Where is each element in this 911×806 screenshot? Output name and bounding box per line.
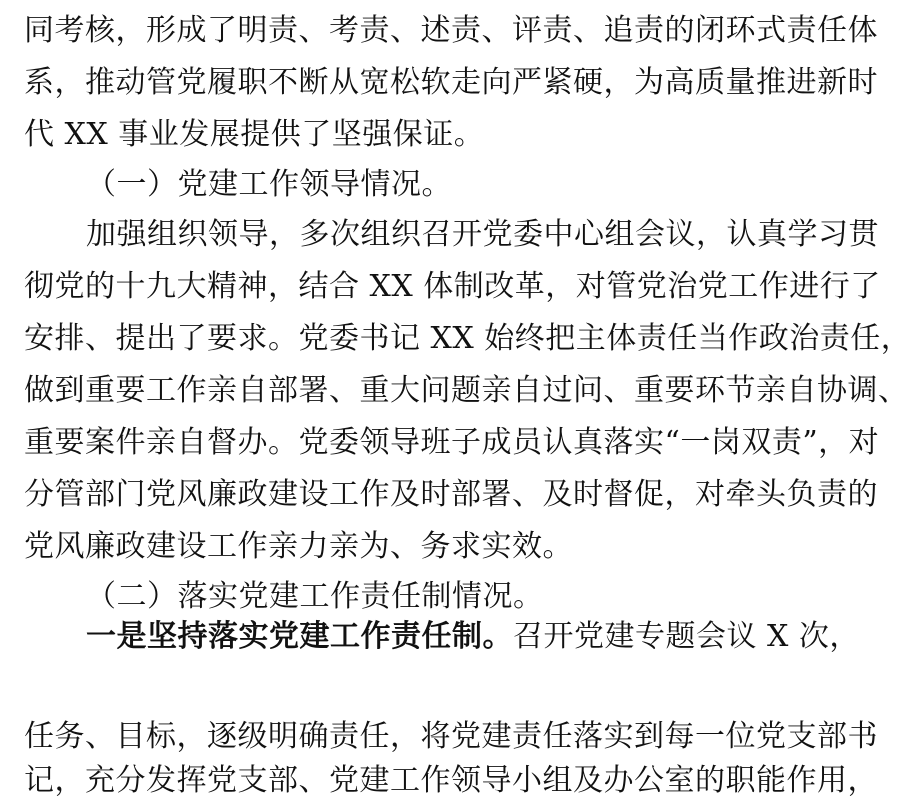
body-text-line: 同考核，形成了明责、考责、述责、评责、追责的闭环式责任体 — [24, 13, 878, 48]
body-text-line: 系，推动管党履职不断从宽松软走向严紧硬，为高质量推进新时 — [24, 65, 878, 100]
body-text-line: 党风廉政建设工作亲力亲为、务求实效。 — [24, 529, 573, 564]
body-text-line: 加强组织领导，多次组织召开党委中心组会议，认真学习贯 — [86, 217, 879, 252]
body-text-line: 分管部门党风廉政建设工作及时部署、及时督促，对牵头负责的 — [24, 477, 878, 512]
section-heading: （一）党建工作领导情况。 — [86, 167, 452, 202]
body-text-line: 代 XX 事业发展提供了坚强保证。 — [24, 117, 485, 152]
body-text-line: 安排、提出了要求。党委书记 XX 始终把主体责任当作政治责任， — [24, 321, 911, 356]
body-text-line: 记，充分发挥党支部、党建工作领导小组及办公室的职能作用， — [24, 763, 878, 798]
body-text-line: 彻党的十九大精神，结合 XX 体制改革，对管党治党工作进行了 — [24, 269, 881, 304]
body-text-line — [86, 612, 860, 662]
body-text-line: 重要案件亲自督办。党委领导班子成员认真落实“一岗双责”，对 — [24, 425, 880, 460]
section-heading: （二）落实党建工作责任制情况。 — [86, 579, 544, 614]
body-text-line: 任务、目标，逐级明确责任，将党建责任落实到每一位党支部书 — [24, 719, 878, 754]
body-text-run: 召开党建专题会议 X 次， — [513, 619, 860, 654]
bold-lead-phrase: 一是坚持落实党建工作责任制。 — [86, 619, 513, 654]
body-text-line: 做到重要工作亲自部署、重大问题亲自过问、重要环节亲自协调、 — [24, 373, 909, 408]
